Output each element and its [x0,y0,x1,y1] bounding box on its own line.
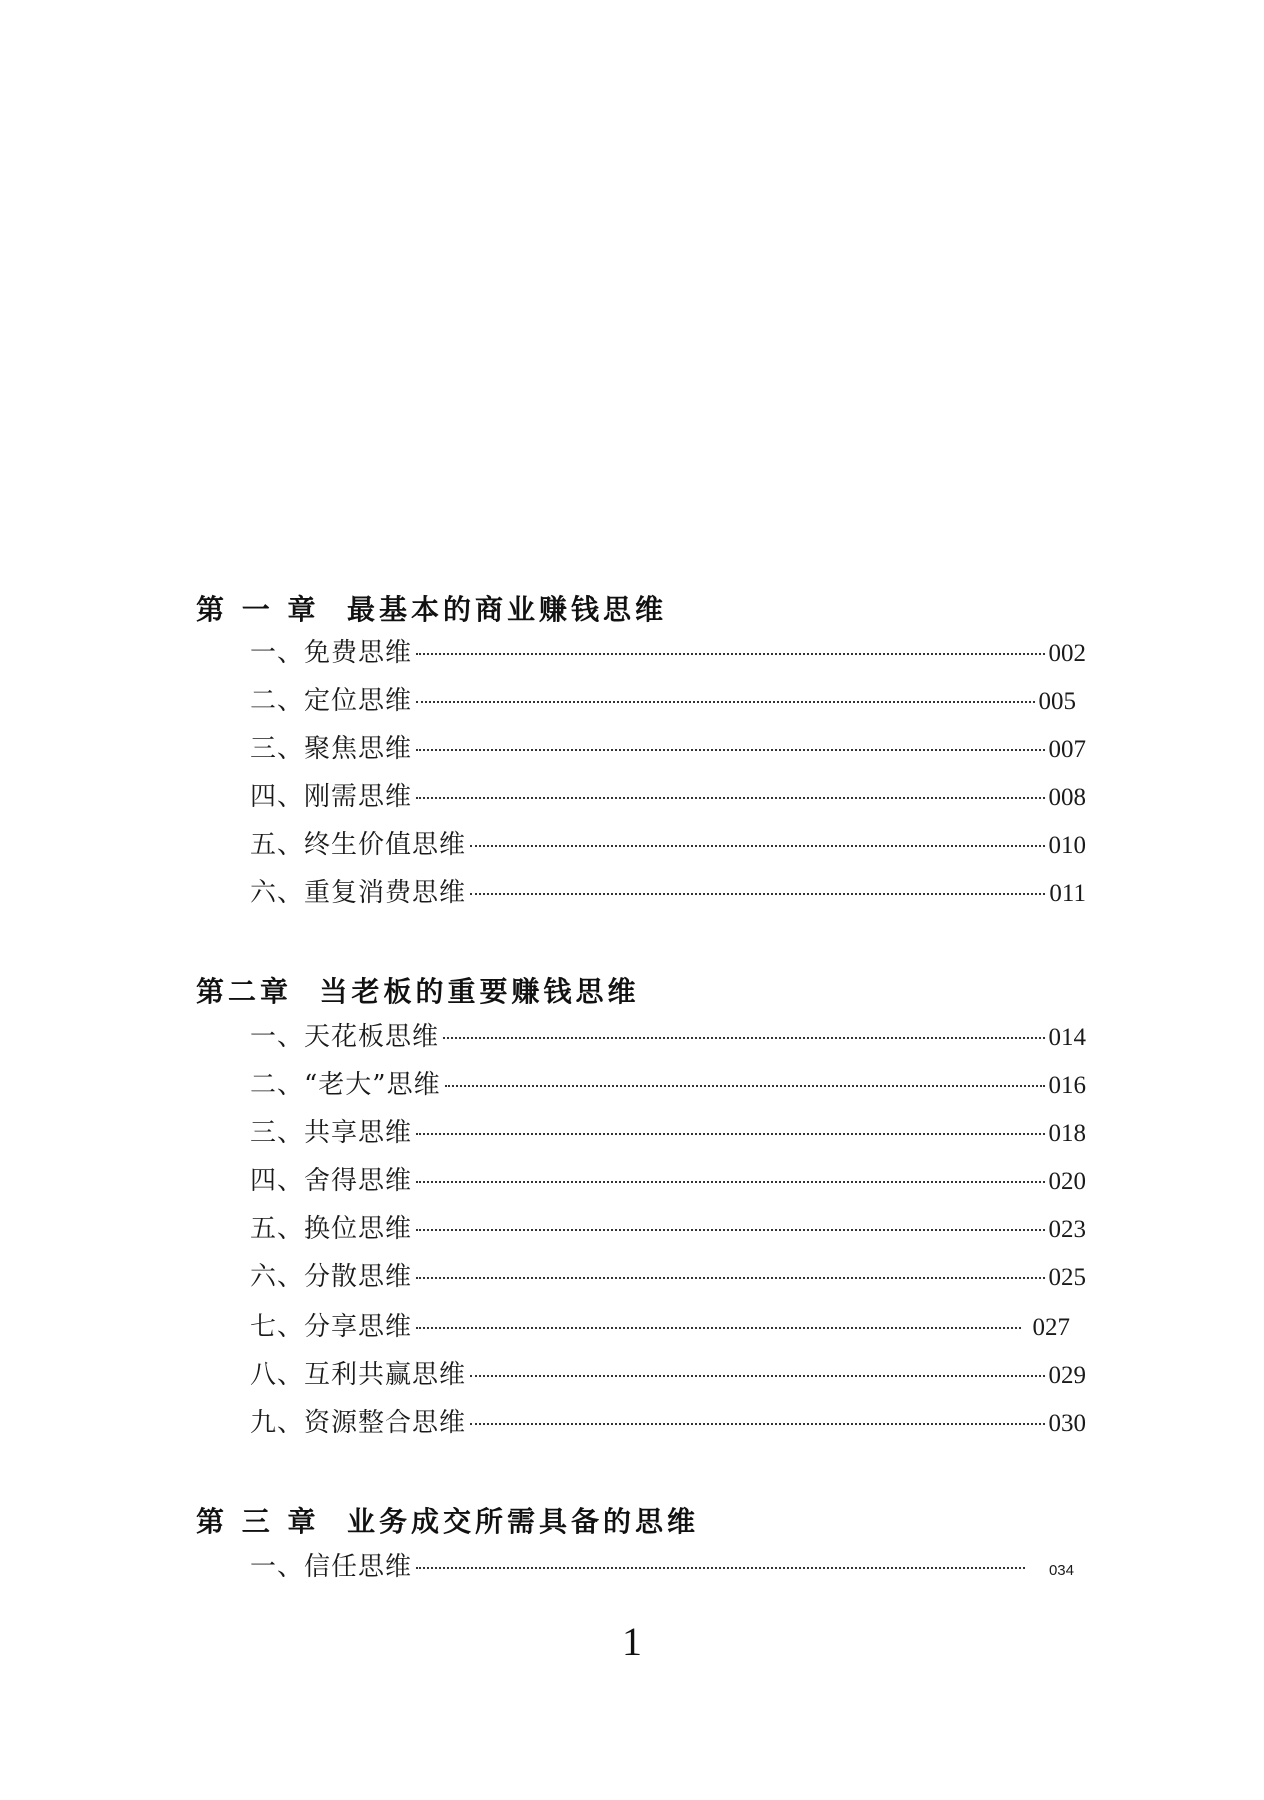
toc-entry-page: 029 [1048,1362,1086,1389]
dot-leader [416,1181,1044,1183]
toc-entry-label: 七、分享思维 [250,1312,413,1342]
toc-entry[interactable] [250,1256,1086,1290]
toc-entry[interactable] [250,728,1086,762]
toc-entry-label: 六、重复消费思维 [250,878,467,908]
toc-entry[interactable] [250,872,1086,906]
toc-entry[interactable] [250,1354,1086,1388]
toc-entry-label: 一、信任思维 [250,1552,413,1582]
toc-entry[interactable] [250,680,1076,714]
dot-leader [416,797,1044,799]
chapter-title: 第二章 当老板的重要赚钱思维 [196,975,640,1008]
toc-entry-page: 034 [1048,1562,1074,1579]
toc-entry-page: 027 [1032,1314,1070,1341]
toc-entry-page: 002 [1048,640,1086,667]
dot-leader [416,1133,1044,1135]
toc-entry-label: 二、“老大”思维 [250,1070,441,1100]
toc-entry-label: 六、分散思维 [250,1262,413,1292]
dot-leader [443,1037,1044,1039]
dot-leader [416,1327,1020,1329]
toc-entry-label: 一、天花板思维 [250,1022,440,1052]
dot-leader [470,845,1044,847]
toc-entry-label: 五、换位思维 [250,1214,413,1244]
toc-entry[interactable] [250,776,1086,810]
toc-entry[interactable] [250,1306,1070,1340]
toc-entry-page: 020 [1048,1168,1086,1195]
toc-entry[interactable] [250,632,1086,666]
toc-entry-page: 008 [1048,784,1086,811]
toc-entry[interactable] [250,1208,1086,1242]
toc-entry-page: 014 [1048,1024,1086,1051]
dot-leader [470,1375,1044,1377]
dot-leader [416,1567,1025,1569]
toc-entry-page: 010 [1048,832,1086,859]
toc-entry-page: 025 [1048,1264,1086,1291]
chapter-title: 第 一 章 最基本的商业赚钱思维 [196,593,667,626]
page-number: 1 [622,1619,642,1664]
toc-entry-page: 007 [1048,736,1086,763]
toc-entry-page: 023 [1048,1216,1086,1243]
toc-entry-label: 一、免费思维 [250,638,413,668]
toc-entry-label: 四、舍得思维 [250,1166,413,1196]
toc-entry[interactable] [250,824,1086,858]
toc-entry-page: 018 [1048,1120,1086,1147]
dot-leader [445,1085,1045,1087]
dot-leader [470,1423,1044,1425]
toc-entry-label: 三、共享思维 [250,1118,413,1148]
toc-entry[interactable] [250,1112,1086,1146]
chapter-title: 第 三 章 业务成交所需具备的思维 [196,1505,699,1538]
toc-entry-label: 二、定位思维 [250,686,413,716]
dot-leader [416,1229,1044,1231]
toc-entry-page: 005 [1038,688,1076,715]
dot-leader [416,701,1034,703]
toc-entry-label: 四、刚需思维 [250,782,413,812]
toc-entry[interactable] [250,1546,1074,1580]
dot-leader [416,653,1044,655]
toc-entry-page: 011 [1049,880,1086,907]
toc-entry[interactable] [250,1402,1086,1436]
dot-leader [470,893,1045,895]
dot-leader [416,749,1044,751]
toc-entry-label: 八、互利共赢思维 [250,1360,467,1390]
toc-entry-page: 030 [1048,1410,1086,1437]
toc-entry-page: 016 [1048,1072,1086,1099]
toc-entry[interactable] [250,1160,1086,1194]
toc-entry-label: 九、资源整合思维 [250,1408,467,1438]
toc-entry-label: 三、聚焦思维 [250,734,413,764]
toc-entry[interactable] [250,1064,1086,1098]
toc-entry[interactable] [250,1016,1086,1050]
toc-entry-label: 五、终生价值思维 [250,830,467,860]
dot-leader [416,1277,1044,1279]
